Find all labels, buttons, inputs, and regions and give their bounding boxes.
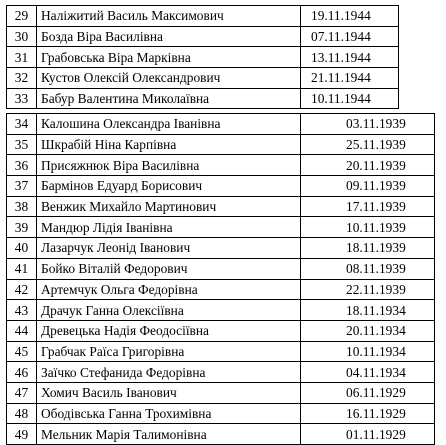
table-row	[7, 114, 435, 135]
person-name: Хомич Василь Іванович	[37, 382, 301, 403]
birth-date: 17.11.1939	[301, 196, 435, 217]
person-name: Мельник Марія Талимонівна	[37, 424, 301, 445]
person-name: Шкрабій Ніна Карпівна	[37, 134, 301, 155]
row-number: 43	[7, 300, 37, 321]
row-number: 31	[7, 47, 37, 68]
birth-date: 04.11.1934	[301, 362, 435, 383]
table-row	[7, 300, 435, 321]
person-name: Бармінов Едуард Борисович	[37, 176, 301, 197]
birth-date: 07.11.1944	[301, 26, 399, 47]
row-number: 46	[7, 362, 37, 383]
row-number: 49	[7, 424, 37, 445]
row-number: 32	[7, 68, 37, 89]
person-name: Бабур Валентина Миколаївна	[37, 88, 301, 109]
birth-date: 06.11.1929	[301, 382, 435, 403]
birthday-table-bottom	[6, 113, 435, 445]
person-name: Наліжитий Василь Максимович	[37, 6, 301, 27]
row-number: 35	[7, 134, 37, 155]
table-row	[7, 155, 435, 176]
person-name: Артемчук Ольга Федорівна	[37, 279, 301, 300]
table-row	[7, 279, 435, 300]
birthday-table-top	[6, 5, 399, 109]
row-number: 42	[7, 279, 37, 300]
row-number: 29	[7, 6, 37, 27]
row-number: 44	[7, 320, 37, 341]
birth-date: 21.11.1944	[301, 68, 399, 89]
table-row	[7, 26, 399, 47]
row-number: 37	[7, 176, 37, 197]
table-row	[7, 176, 435, 197]
table-row	[7, 238, 435, 259]
birth-date: 20.11.1934	[301, 320, 435, 341]
birth-date: 22.11.1939	[301, 279, 435, 300]
table-row	[7, 403, 435, 424]
person-name: Грабчак Раїса Григорівна	[37, 341, 301, 362]
person-name: Бойко Віталій Федорович	[37, 258, 301, 279]
row-number: 45	[7, 341, 37, 362]
table-row	[7, 68, 399, 89]
row-number: 30	[7, 26, 37, 47]
birth-date: 10.11.1939	[301, 217, 435, 238]
table-row	[7, 88, 399, 109]
birth-date: 08.11.1939	[301, 258, 435, 279]
row-number: 40	[7, 238, 37, 259]
table-row	[7, 47, 399, 68]
table-row	[7, 134, 435, 155]
birth-date: 10.11.1934	[301, 341, 435, 362]
person-name: Мандюр Лідія Іванівна	[37, 217, 301, 238]
row-number: 34	[7, 114, 37, 135]
person-name: Бозда Віра Василівна	[37, 26, 301, 47]
table-row	[7, 217, 435, 238]
table-row	[7, 382, 435, 403]
person-name: Калошина Олександра Іванівна	[37, 114, 301, 135]
birth-date: 10.11.1944	[301, 88, 399, 109]
row-number: 47	[7, 382, 37, 403]
table-row	[7, 258, 435, 279]
table-row	[7, 6, 399, 27]
table-row	[7, 362, 435, 383]
person-name: Заїчко Стефанида Федорівна	[37, 362, 301, 383]
person-name: Ободівська Ганна Трохимівна	[37, 403, 301, 424]
table-row	[7, 424, 435, 445]
person-name: Грабовська Віра Марківна	[37, 47, 301, 68]
birth-date: 01.11.1929	[301, 424, 435, 445]
birth-date: 18.11.1934	[301, 300, 435, 321]
row-number: 38	[7, 196, 37, 217]
table-row	[7, 320, 435, 341]
birth-date: 25.11.1939	[301, 134, 435, 155]
person-name: Драчук Ганна Олексіївна	[37, 300, 301, 321]
row-number: 36	[7, 155, 37, 176]
birth-date: 18.11.1939	[301, 238, 435, 259]
row-number: 41	[7, 258, 37, 279]
person-name: Кустов Олексій Олександрович	[37, 68, 301, 89]
birth-date: 16.11.1929	[301, 403, 435, 424]
row-number: 48	[7, 403, 37, 424]
birth-date: 20.11.1939	[301, 155, 435, 176]
person-name: Венжик Михайло Мартинович	[37, 196, 301, 217]
person-name: Присяжнюк Віра Василівна	[37, 155, 301, 176]
row-number: 39	[7, 217, 37, 238]
row-number: 33	[7, 88, 37, 109]
person-name: Лазарчук Леонід Іванович	[37, 238, 301, 259]
birth-date: 19.11.1944	[301, 6, 399, 27]
person-name: Древецька Надія Феодосіївна	[37, 320, 301, 341]
birth-date: 13.11.1944	[301, 47, 399, 68]
table-row	[7, 341, 435, 362]
table-row	[7, 196, 435, 217]
birth-date: 09.11.1939	[301, 176, 435, 197]
birth-date: 03.11.1939	[301, 114, 435, 135]
